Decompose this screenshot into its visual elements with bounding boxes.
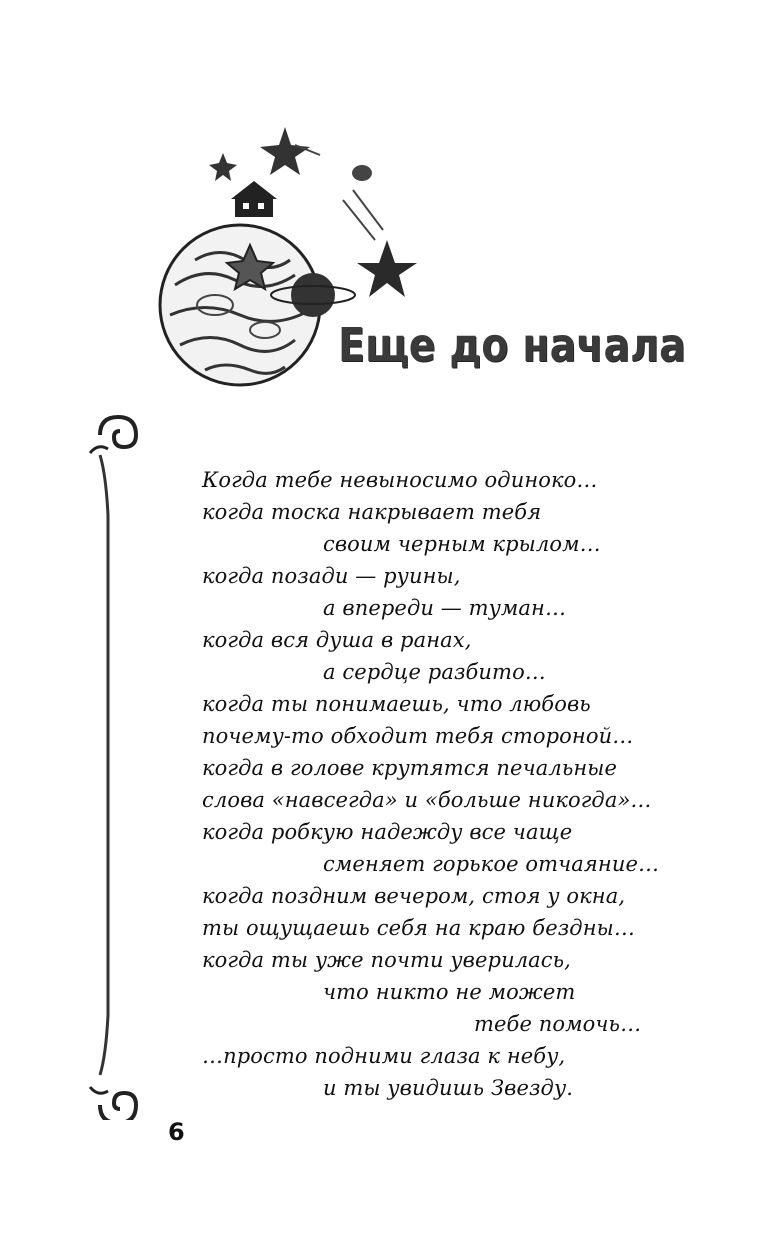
poem-line: когда ты уже почти уверилась, (202, 948, 571, 972)
poem-line: почему-то обходит тебя стороной… (202, 724, 634, 748)
poem-line: ты ощущаешь себя на краю бездны… (202, 916, 635, 940)
poem-line: тебе помочь… (474, 1012, 642, 1036)
poem-line: когда позади — руины, (202, 564, 461, 588)
poem-line: когда ты понимаешь, что любовь (202, 692, 591, 716)
poem-line: когда робкую надежду все чаще (202, 820, 573, 844)
page-number: 6 (168, 1118, 185, 1146)
comet-lines (295, 145, 383, 240)
poem-line: слова «навсегда» и «больше никогда»… (202, 788, 652, 812)
poem-line: а сердце разбито… (323, 660, 546, 684)
poem-line: сменяет горькое отчаяние… (323, 852, 660, 876)
poem-line: а впереди — туман… (323, 596, 567, 620)
poem-line: …просто подними глаза к небу, (202, 1044, 566, 1068)
small-planet-icon (352, 165, 372, 181)
page-title: Еще до начала (338, 318, 686, 372)
poem-line: Когда тебе невыносимо одиноко… (202, 468, 598, 492)
house-icon (231, 181, 277, 217)
poem-line: когда поздним вечером, стоя у окна, (202, 884, 626, 908)
poem-line: своим черным крылом… (323, 532, 601, 556)
poem-line: когда тоска накрывает тебя (202, 500, 542, 524)
poem-line: и ты увидишь Звезду. (323, 1076, 574, 1100)
poem-line: когда вся душа в ранах, (202, 628, 472, 652)
swirl-ornament (78, 415, 158, 1120)
poem-line: что никто не может (323, 980, 576, 1004)
poem-line: когда в голове крутятся печальные (202, 756, 618, 780)
